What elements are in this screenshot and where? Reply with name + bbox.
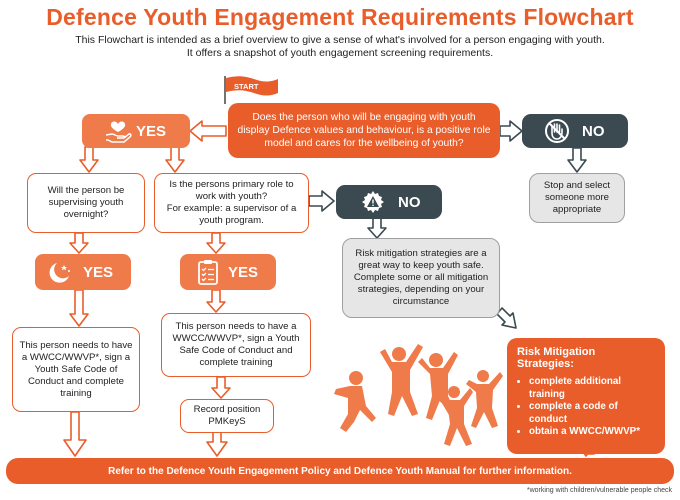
risk-strategies-list: [517, 376, 655, 439]
start-flag-icon: [222, 74, 282, 106]
arrow-risk-to-strategies: [497, 308, 516, 328]
yes-pill-values: [82, 114, 190, 148]
record-text-1: Record position: [193, 404, 261, 415]
primary-role-question-box: [154, 173, 309, 233]
mid-requirement-text: This person needs to have a WWCC/WWVP*, sign a Youth Safe Code of Conduct and complete training: [172, 321, 300, 368]
jumping-youth-illustration: [326, 336, 506, 458]
arrow-yes3-to-req: [207, 290, 225, 312]
start-question-text: Does the person who will be engaging with youth display Defence values and behaviour, is a positive role model and cares for the wellbeing of youth?: [237, 112, 491, 149]
left-requirement-text: This person needs to have a WWCC/WWVP*, sign a Youth Safe Code of Conduct and complete training: [19, 339, 133, 399]
risk-strategy-item: • complete a code of conduct: [529, 401, 655, 426]
record-position-box: [180, 399, 274, 433]
arrow-no-to-stop: [568, 148, 586, 172]
yes-label-2: YES: [83, 263, 114, 281]
stop-text: Stop and select someone more appropriate: [543, 180, 611, 215]
risk-mitigation-text: Risk mitigation strategies are a great way to keep youth safe. Complete some or all mitigation strategies, depending on your circumstance: [353, 248, 489, 307]
footer-banner: [6, 458, 674, 484]
no-label: NO: [582, 122, 605, 140]
overnight-question-box: [27, 173, 145, 233]
primary-role-text-1: Is the persons primary role to work with youth?: [169, 179, 294, 202]
risk-strategy-item: • complete additional training: [529, 376, 655, 401]
stop-box: [529, 173, 625, 223]
arrow-primary-to-yes: [207, 233, 225, 253]
arrow-overnight-to-yes: [70, 233, 88, 253]
moon-stars-icon: [47, 259, 73, 285]
risk-strategies-box: [507, 338, 665, 454]
footnote: *working with children/vulnerable people check: [526, 487, 672, 494]
arrow-yes2-to-req: [70, 290, 88, 326]
risk-mitigation-box: [342, 238, 500, 318]
start-label: START: [234, 82, 259, 91]
arrow-primary-to-no: [309, 191, 334, 211]
no-pill-values: [522, 114, 628, 148]
arrow-yes-to-overnight: [80, 147, 98, 172]
heart-hand-icon: [104, 119, 132, 143]
risk-strategies-title: Risk Mitigation Strategies:: [517, 346, 596, 370]
arrow-no2-to-risk: [368, 218, 386, 238]
arrow-req-to-record: [212, 377, 230, 398]
left-requirement-box: [12, 327, 140, 412]
yes-pill-primary-role: [180, 254, 276, 290]
yes-label-3: YES: [228, 263, 259, 281]
stop-hand-icon: [544, 118, 570, 144]
gear-warning-icon: [360, 189, 386, 215]
no-label-2: NO: [398, 193, 421, 211]
arrow-yes-to-primary: [166, 147, 184, 172]
arrow-record-to-footer: [207, 432, 227, 456]
arrow-start-to-no: [500, 121, 522, 141]
arrow-start-to-yes: [190, 121, 226, 141]
no-pill-primary-role: [336, 185, 442, 219]
clipboard-checklist-icon: [196, 258, 220, 286]
subtitle-line-2: It offers a snapshot of youth engagement screening requirements.: [186, 47, 494, 59]
yes-pill-overnight: [35, 254, 131, 290]
arrow-left-to-footer: [64, 412, 86, 456]
overnight-question-text: Will the person be supervising youth overnight?: [47, 185, 125, 220]
risk-strategy-item: • obtain a WWCC/WWVP*: [529, 426, 655, 439]
page-title: Defence Youth Engagement Requirements Flowchart: [46, 4, 634, 30]
primary-role-text-2: For example: a supervisor of a youth program.: [166, 203, 297, 226]
record-text-2: PMKeyS: [208, 416, 246, 427]
yes-label: YES: [136, 122, 167, 140]
footer-text: Refer to the Defence Youth Engagement Policy and Defence Youth Manual for further information.: [108, 465, 572, 477]
subtitle-line-1: This Flowchart is intended as a brief overview to give a sense of what's involved for a person engaging with youth.: [75, 34, 605, 46]
start-question-box: [228, 103, 500, 158]
mid-requirement-box: [161, 313, 311, 377]
